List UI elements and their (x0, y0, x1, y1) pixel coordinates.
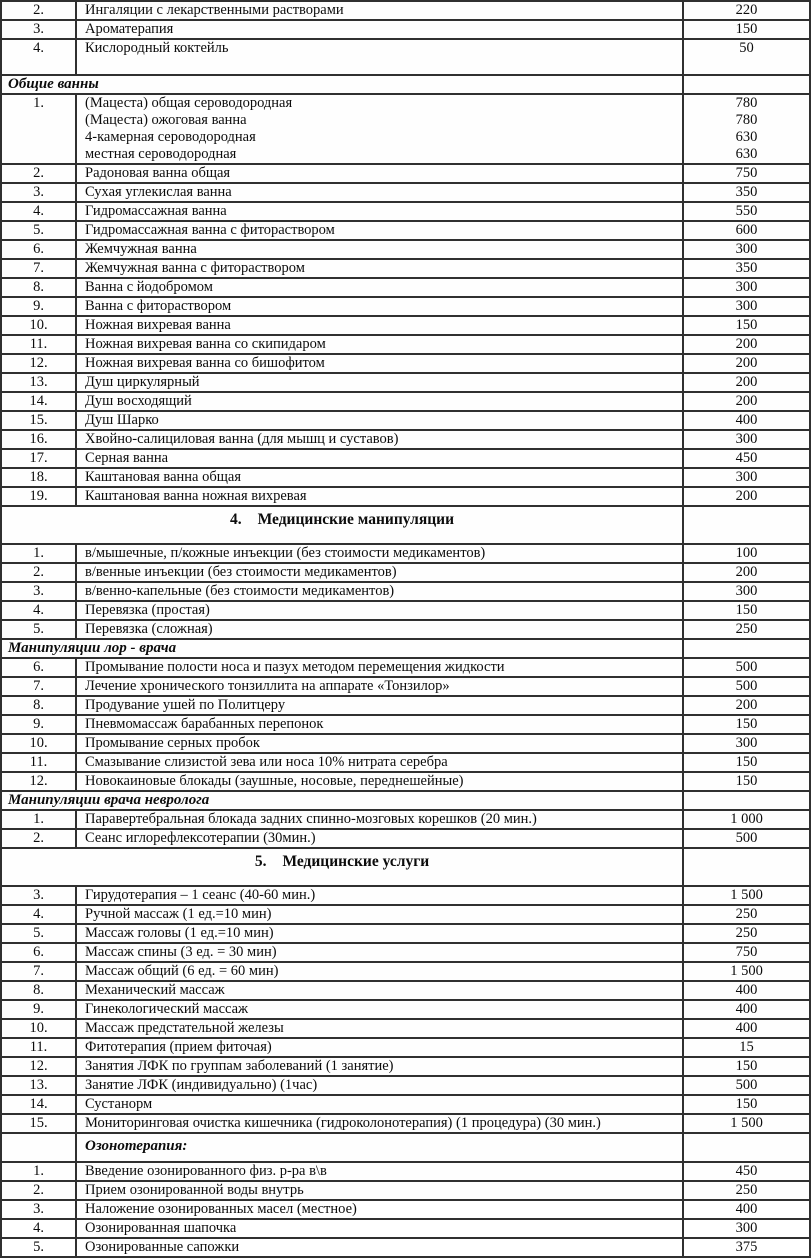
row-number-cell: 7. (1, 677, 76, 696)
service-name-cell: Озонированные сапожки (76, 1238, 683, 1257)
row-number-cell: 6. (1, 240, 76, 259)
section-row (1, 75, 810, 94)
section-row (1, 791, 810, 810)
service-name-cell: Паравертебральная блокада задних спинно-мозговых корешков (20 мин.) (76, 810, 683, 829)
table-row (1, 829, 810, 848)
service-name-cell: Механический массаж (76, 981, 683, 1000)
row-number-cell: 9. (1, 1000, 76, 1019)
table-row (1, 753, 810, 772)
price-value-cell: 500 (683, 829, 810, 848)
row-number-cell: 10. (1, 734, 76, 753)
price-value-cell: 350 (683, 259, 810, 278)
row-number-cell: 12. (1, 354, 76, 373)
row-number-cell: 10. (1, 316, 76, 335)
row-number-cell: 11. (1, 1038, 76, 1057)
row-number-cell: 4. (1, 601, 76, 620)
table-row (1, 1219, 810, 1238)
section-label: Манипуляции лор - врача (1, 639, 683, 658)
price-cell (683, 791, 810, 810)
price-value-cell: 100 (683, 544, 810, 563)
table-row (1, 468, 810, 487)
table-row (1, 1019, 810, 1038)
table-row (1, 715, 810, 734)
table-row (1, 1200, 810, 1219)
price-value-cell: 150 (683, 20, 810, 39)
price-value-cell: 300 (683, 297, 810, 316)
service-name-cell: Жемчужная ванна с фитораствором (76, 259, 683, 278)
table-row (1, 772, 810, 791)
row-number-cell: 1. (1, 1162, 76, 1181)
price-value-cell: 400 (683, 411, 810, 430)
service-name-cell: Гидромассажная ванна (76, 202, 683, 221)
row-number-cell: 6. (1, 658, 76, 677)
price-value-cell: 200 (683, 487, 810, 506)
service-name-cell: Хвойно-салициловая ванна (для мышц и суставов) (76, 430, 683, 449)
row-number-cell: 3. (1, 183, 76, 202)
table-row (1, 1181, 810, 1200)
service-name-cell: Радоновая ванна общая (76, 164, 683, 183)
service-name-cell: Пневмомассаж барабанных перепонок (76, 715, 683, 734)
service-name-cell: Душ Шарко (76, 411, 683, 430)
service-name-cell: Серная ванна (76, 449, 683, 468)
table-row (1, 221, 810, 240)
section-label: Общие ванны (1, 75, 683, 94)
table-row (1, 905, 810, 924)
service-name-cell: Кислородный коктейль (76, 39, 683, 75)
service-name-cell: Лечение хронического тонзиллита на аппарате «Тонзилор» (76, 677, 683, 696)
price-value-cell: 300 (683, 734, 810, 753)
table-row (1, 430, 810, 449)
price-value-cell: 150 (683, 601, 810, 620)
price-cell (683, 1133, 810, 1162)
price-value-cell: 15 (683, 1038, 810, 1057)
price-value-cell: 200 (683, 563, 810, 582)
service-name-cell: Промывание серных пробок (76, 734, 683, 753)
table-row (1, 886, 810, 905)
price-value-cell: 450 (683, 449, 810, 468)
price-value-cell: 400 (683, 981, 810, 1000)
row-number-cell: 18. (1, 468, 76, 487)
section-row (1, 639, 810, 658)
row-number-cell: 7. (1, 259, 76, 278)
table-row (1, 411, 810, 430)
table-row (1, 1038, 810, 1057)
row-number-cell: 2. (1, 563, 76, 582)
row-number-cell: 4. (1, 1219, 76, 1238)
service-name-cell: Ванна с йодобромом (76, 278, 683, 297)
table-row (1, 1238, 810, 1257)
table-row (1, 563, 810, 582)
price-value-cell: 500 (683, 1076, 810, 1095)
price-value-cell: 220 (683, 1, 810, 20)
table-row (1, 601, 810, 620)
service-name-cell: Сеанс иглорефлексотерапии (30мин.) (76, 829, 683, 848)
price-value-cell: 250 (683, 905, 810, 924)
price-value-cell: 300 (683, 468, 810, 487)
price-value-cell: 1 500 (683, 962, 810, 981)
service-name-cell: Гинекологический массаж (76, 1000, 683, 1019)
table-row (1, 354, 810, 373)
price-value-cell: 150 (683, 715, 810, 734)
row-number-cell: 8. (1, 981, 76, 1000)
price-value-cell: 200 (683, 335, 810, 354)
table-row (1, 943, 810, 962)
table-row (1, 94, 810, 164)
service-name-cell: Занятие ЛФК (индивидуально) (1час) (76, 1076, 683, 1095)
price-value-cell: 200 (683, 696, 810, 715)
row-number-cell: 4. (1, 202, 76, 221)
price-cell (683, 75, 810, 94)
price-table-body (1, 1, 810, 1257)
table-row (1, 316, 810, 335)
row-number-cell: 16. (1, 430, 76, 449)
price-value-cell: 300 (683, 430, 810, 449)
price-value-cell: 550 (683, 202, 810, 221)
price-value-cell: 750 (683, 164, 810, 183)
price-value-cell: 200 (683, 392, 810, 411)
price-value-cell: 400 (683, 1000, 810, 1019)
price-value-cell: 250 (683, 1181, 810, 1200)
service-name-cell: Мониторинговая очистка кишечника (гидроколонотерапия) (1 процедура) (30 мин.) (76, 1114, 683, 1133)
row-number-cell: 5. (1, 620, 76, 639)
service-name-cell: Сухая углекислая ванна (76, 183, 683, 202)
service-name-cell: Ножная вихревая ванна со скипидаром (76, 335, 683, 354)
price-line: 630 (735, 146, 758, 162)
service-line: 4-камерная сероводородная (85, 129, 256, 145)
service-name-cell (76, 94, 683, 164)
row-number-cell: 2. (1, 164, 76, 183)
table-row (1, 1162, 810, 1181)
table-row (1, 620, 810, 639)
service-line: местная сероводородная (85, 146, 237, 162)
table-row (1, 20, 810, 39)
row-number-cell: 17. (1, 449, 76, 468)
price-line: 630 (735, 129, 758, 145)
row-number-cell: 9. (1, 297, 76, 316)
price-value-cell: 150 (683, 1095, 810, 1114)
price-cell (683, 639, 810, 658)
row-number-cell: 12. (1, 772, 76, 791)
price-line: 780 (735, 95, 758, 111)
service-name-cell: Ножная вихревая ванна со бишофитом (76, 354, 683, 373)
price-cell (683, 506, 810, 544)
table-row (1, 278, 810, 297)
service-line: (Мацеста) общая сероводородная (85, 95, 293, 111)
row-number-cell: 3. (1, 1200, 76, 1219)
price-value-cell: 400 (683, 1019, 810, 1038)
subsection-row (1, 1133, 810, 1162)
table-row (1, 924, 810, 943)
row-number-cell: 6. (1, 943, 76, 962)
service-name-cell: в/мышечные, п/кожные инъекции (без стоимости медикаментов) (76, 544, 683, 563)
row-number-cell: 5. (1, 924, 76, 943)
row-number-cell: 15. (1, 1114, 76, 1133)
row-number-cell: 1. (1, 94, 76, 164)
table-row (1, 1000, 810, 1019)
category-number: 5. (254, 853, 267, 870)
category-title: Медицинские манипуляции (257, 511, 455, 528)
service-name-cell: Введение озонированного физ. р-ра в\в (76, 1162, 683, 1181)
category-title: Медицинские услуги (282, 853, 430, 870)
service-name-cell: Ножная вихревая ванна (76, 316, 683, 335)
service-name-cell: Ванна с фитораствором (76, 297, 683, 316)
row-number-cell: 15. (1, 411, 76, 430)
service-name-cell: Смазывание слизистой зева или носа 10% нитрата серебра (76, 753, 683, 772)
price-value-cell: 1 000 (683, 810, 810, 829)
service-name-cell: в/венно-капельные (без стоимости медикаментов) (76, 582, 683, 601)
service-name-cell: Ручной массаж (1 ед.=10 мин) (76, 905, 683, 924)
price-cell (683, 848, 810, 886)
row-number-cell: 1. (1, 810, 76, 829)
row-number-cell: 2. (1, 1, 76, 20)
row-number-cell: 8. (1, 278, 76, 297)
row-number-cell: 11. (1, 335, 76, 354)
row-number-cell: 3. (1, 20, 76, 39)
service-name-cell: Продувание ушей по Политцеру (76, 696, 683, 715)
category-header-row (1, 848, 810, 886)
table-row (1, 335, 810, 354)
table-row (1, 1057, 810, 1076)
price-value-cell: 50 (683, 39, 810, 75)
service-name-cell: Новокаиновые блокады (заушные, носовые, переднешейные) (76, 772, 683, 791)
price-value-cell: 500 (683, 658, 810, 677)
table-row (1, 582, 810, 601)
service-name-cell: Гидромассажная ванна с фитораствором (76, 221, 683, 240)
row-number-cell: 2. (1, 1181, 76, 1200)
price-value-cell: 600 (683, 221, 810, 240)
price-value-cell: 200 (683, 354, 810, 373)
price-value-cell: 150 (683, 753, 810, 772)
table-row (1, 1114, 810, 1133)
table-row (1, 544, 810, 563)
service-name-cell: Ароматерапия (76, 20, 683, 39)
row-number-cell: 5. (1, 1238, 76, 1257)
row-number-cell: 3. (1, 582, 76, 601)
price-value-cell: 200 (683, 373, 810, 392)
row-number-cell: 7. (1, 962, 76, 981)
table-row (1, 183, 810, 202)
table-row (1, 392, 810, 411)
category-number: 4. (229, 511, 242, 528)
price-value-cell: 150 (683, 1057, 810, 1076)
row-number-cell: 13. (1, 1076, 76, 1095)
table-row (1, 449, 810, 468)
table-row (1, 658, 810, 677)
price-value-cell: 450 (683, 1162, 810, 1181)
section-label: Манипуляции врача невролога (1, 791, 683, 810)
price-line: 780 (735, 112, 758, 128)
price-value-cell: 1 500 (683, 886, 810, 905)
price-value-cell: 300 (683, 1219, 810, 1238)
table-row (1, 373, 810, 392)
table-row (1, 696, 810, 715)
price-value-cell: 250 (683, 620, 810, 639)
price-value-cell: 375 (683, 1238, 810, 1257)
row-number-cell: 14. (1, 1095, 76, 1114)
price-value-cell: 400 (683, 1200, 810, 1219)
price-value-cell: 300 (683, 240, 810, 259)
row-number-cell: 11. (1, 753, 76, 772)
service-name-cell: Перевязка (простая) (76, 601, 683, 620)
table-row (1, 1095, 810, 1114)
row-number-cell: 10. (1, 1019, 76, 1038)
table-row (1, 259, 810, 278)
table-row (1, 297, 810, 316)
row-number-cell: 19. (1, 487, 76, 506)
table-row (1, 734, 810, 753)
service-line: (Мацеста) ожоговая ванна (85, 112, 247, 128)
service-name-cell: Массаж головы (1 ед.=10 мин) (76, 924, 683, 943)
row-number-cell (1, 1133, 76, 1162)
price-value-cell: 150 (683, 772, 810, 791)
table-row (1, 1076, 810, 1095)
subsection-label: Озонотерапия: (76, 1133, 683, 1162)
price-value-cell: 750 (683, 943, 810, 962)
service-name-cell: Занятия ЛФК по группам заболеваний (1 занятие) (76, 1057, 683, 1076)
price-value-cell: 350 (683, 183, 810, 202)
table-row (1, 677, 810, 696)
row-number-cell: 12. (1, 1057, 76, 1076)
table-row (1, 164, 810, 183)
service-name-cell: Промывание полости носа и пазух методом перемещения жидкости (76, 658, 683, 677)
price-cell (683, 94, 810, 164)
service-name-cell: Массаж спины (3 ед. = 30 мин) (76, 943, 683, 962)
row-number-cell: 14. (1, 392, 76, 411)
table-row (1, 962, 810, 981)
price-value-cell: 300 (683, 582, 810, 601)
service-name-cell: Фитотерапия (прием фиточая) (76, 1038, 683, 1057)
table-row (1, 202, 810, 221)
row-number-cell: 13. (1, 373, 76, 392)
service-name-cell: Массаж предстательной железы (76, 1019, 683, 1038)
service-name-cell: Душ восходящий (76, 392, 683, 411)
price-value-cell: 1 500 (683, 1114, 810, 1133)
service-name-cell: Сустанорм (76, 1095, 683, 1114)
table-row (1, 240, 810, 259)
service-name-cell: Жемчужная ванна (76, 240, 683, 259)
row-number-cell: 5. (1, 221, 76, 240)
row-number-cell: 4. (1, 39, 76, 75)
price-value-cell: 250 (683, 924, 810, 943)
table-row (1, 810, 810, 829)
category-header-row (1, 506, 810, 544)
row-number-cell: 8. (1, 696, 76, 715)
service-name-cell: Наложение озонированных масел (местное) (76, 1200, 683, 1219)
table-row (1, 1, 810, 20)
row-number-cell: 3. (1, 886, 76, 905)
row-number-cell: 9. (1, 715, 76, 734)
service-name-cell: Ингаляции с лекарственными растворами (76, 1, 683, 20)
table-row (1, 487, 810, 506)
price-value-cell: 300 (683, 278, 810, 297)
service-name-cell: Каштановая ванна ножная вихревая (76, 487, 683, 506)
row-number-cell: 1. (1, 544, 76, 563)
service-name-cell: Гирудотерапия – 1 сеанс (40-60 мин.) (76, 886, 683, 905)
service-name-cell: в/венные инъекции (без стоимости медикаментов) (76, 563, 683, 582)
service-name-cell: Перевязка (сложная) (76, 620, 683, 639)
service-name-cell: Каштановая ванна общая (76, 468, 683, 487)
service-name-cell: Массаж общий (6 ед. = 60 мин) (76, 962, 683, 981)
price-value-cell: 150 (683, 316, 810, 335)
price-value-cell: 500 (683, 677, 810, 696)
row-number-cell: 4. (1, 905, 76, 924)
table-row (1, 981, 810, 1000)
service-name-cell: Озонированная шапочка (76, 1219, 683, 1238)
table-row (1, 39, 810, 75)
category-header (1, 848, 683, 886)
service-name-cell: Душ циркулярный (76, 373, 683, 392)
category-header (1, 506, 683, 544)
row-number-cell: 2. (1, 829, 76, 848)
service-name-cell: Прием озонированной воды внутрь (76, 1181, 683, 1200)
